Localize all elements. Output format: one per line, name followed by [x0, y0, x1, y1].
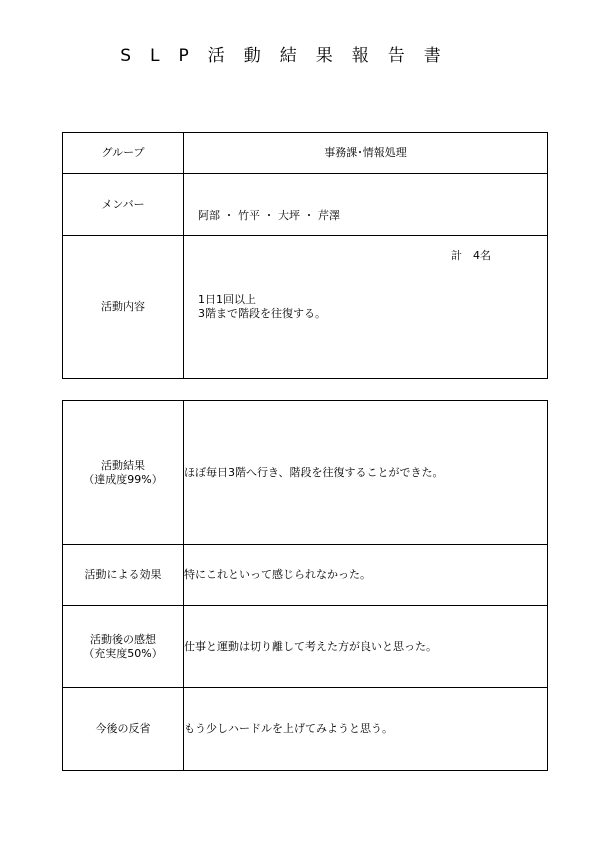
result-value: ほぼ毎日3階へ行き、階段を往復することができた。	[184, 401, 548, 545]
members-total: 計 4名	[451, 248, 491, 262]
effect-row	[63, 545, 548, 606]
reflection-label: 今後の反省	[63, 688, 184, 771]
activity-label: 活動内容	[63, 236, 184, 379]
report-title: SLP活動結果報告書	[120, 46, 460, 66]
group-info-table	[62, 132, 548, 379]
members-row	[63, 174, 548, 236]
result-row	[63, 401, 548, 545]
reflection-value: もう少しハードルを上げてみようと思う。	[184, 688, 548, 771]
activity-line-1: 1日1回以上	[198, 293, 256, 306]
result-label: 活動結果	[101, 458, 145, 472]
impression-row	[63, 606, 548, 688]
impression-sub-label: （充実度50%）	[83, 646, 163, 660]
result-label-cell	[63, 401, 184, 545]
group-label: グループ	[63, 133, 184, 174]
members-cell	[184, 174, 548, 262]
group-row	[63, 133, 548, 174]
result-table	[62, 400, 548, 771]
reflection-row	[63, 688, 548, 771]
members-label: メンバー	[63, 174, 184, 236]
impression-value: 仕事と運動は切り離して考えた方が良いと思った。	[184, 606, 548, 688]
effect-value: 特にこれといって感じられなかった。	[184, 545, 548, 606]
impression-label: 活動後の感想	[90, 632, 156, 646]
activity-cell	[184, 236, 548, 379]
group-value: 事務課･情報処理	[184, 133, 548, 174]
members-names: 阿部 ・ 竹平 ・ 大坪 ・ 芹澤	[198, 208, 340, 222]
effect-label: 活動による効果	[63, 545, 184, 606]
activity-line-2: 3階まで階段を往復する。	[198, 307, 326, 320]
impression-label-cell	[63, 606, 184, 688]
result-sub-label: （達成度99%）	[83, 472, 163, 486]
